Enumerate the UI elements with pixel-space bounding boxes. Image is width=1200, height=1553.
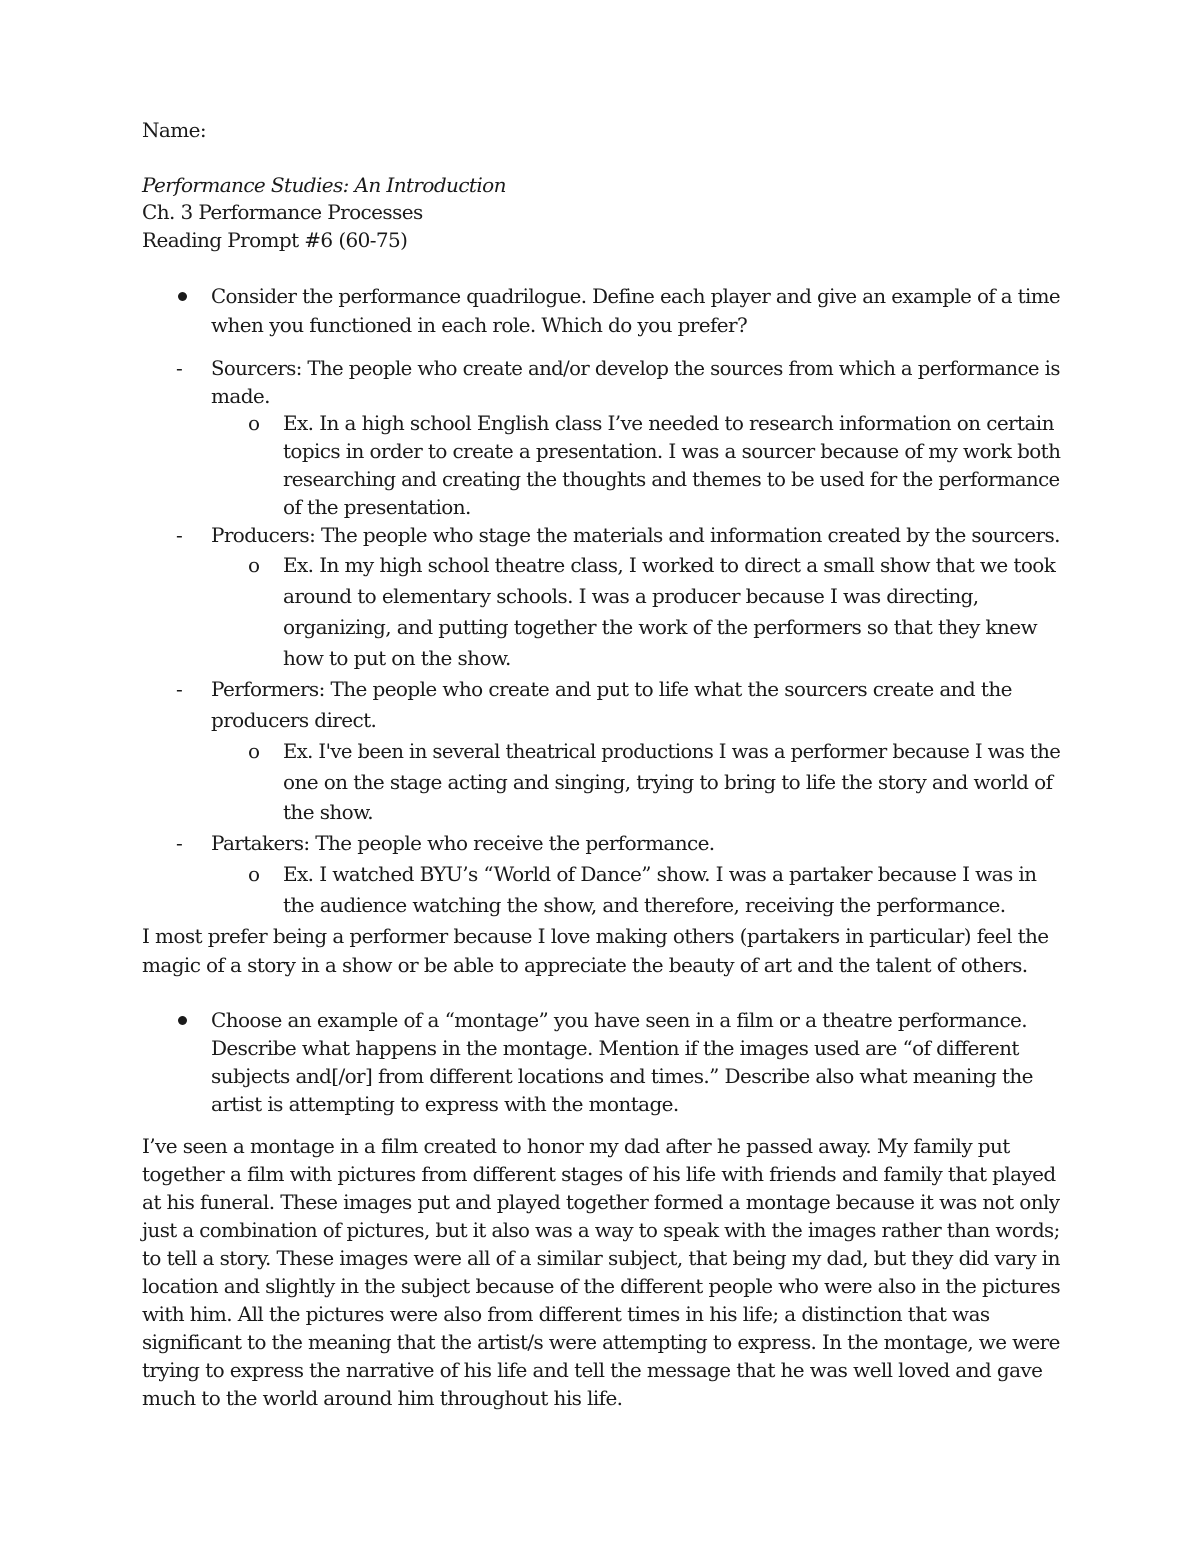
q2-question-line: Choose an example of a “montage” you have seen in a film or a theatre performance. xyxy=(211,1008,1028,1032)
q1-question-line: Consider the performance quadrilogue. Define each player and give an example of a time xyxy=(211,284,1061,308)
performers-definition: producers direct. xyxy=(211,708,377,732)
q2-answer-line: much to the world around him throughout his life. xyxy=(142,1386,623,1410)
chapter-title: Ch. 3 Performance Processes xyxy=(142,200,423,224)
producers-example: organizing, and putting together the work of the performers so that they knew xyxy=(283,615,1037,639)
q2-question-line: Describe what happens in the montage. Mention if the images used are “of different xyxy=(211,1036,1019,1060)
q2-answer-line: trying to express the narrative of his life and tell the message that he was well loved and gave xyxy=(142,1358,1043,1382)
producers-example: how to put on the show. xyxy=(283,646,511,670)
sourcers-example: researching and creating the thoughts and themes to be used for the performance xyxy=(283,467,1060,491)
q2-question-line: subjects and[/or] from different locations and times.” Describe also what meaning the xyxy=(211,1064,1033,1088)
dash-marker: - xyxy=(176,677,183,701)
sourcers-example: Ex. In a high school English class I’ve needed to research information on certain xyxy=(283,411,1054,435)
performers-example: the show. xyxy=(283,800,374,824)
reading-prompt: Reading Prompt #6 (60-75) xyxy=(142,228,408,252)
sub-bullet-marker: o xyxy=(248,553,260,577)
partakers-example: the audience watching the show, and therefore, receiving the performance. xyxy=(283,893,1006,917)
q1-answer-line: I most prefer being a performer because I love making others (partakers in particular) feel the xyxy=(142,924,1049,948)
q2-answer-line: at his funeral. These images put and played together formed a montage because it was not only xyxy=(142,1190,1060,1214)
sourcers-example: of the presentation. xyxy=(283,495,471,519)
performers-example: one on the stage acting and singing, trying to bring to life the story and world of xyxy=(283,770,1053,794)
dash-marker: - xyxy=(176,831,183,855)
q2-answer-line: I’ve seen a montage in a film created to honor my dad after he passed away. My family put xyxy=(142,1134,1010,1158)
performers-example: Ex. I've been in several theatrical productions I was a performer because I was the xyxy=(283,739,1061,763)
performers-definition: Performers: The people who create and put to life what the sourcers create and the xyxy=(211,677,1012,701)
sub-bullet-marker: o xyxy=(248,862,260,886)
dash-marker: - xyxy=(176,523,183,547)
name-label: Name: xyxy=(142,118,206,142)
q1-question-line: when you functioned in each role. Which do you prefer? xyxy=(211,313,748,337)
partakers-definition: Partakers: The people who receive the performance. xyxy=(211,831,715,855)
sourcers-example: topics in order to create a presentation. I was a sourcer because of my work both xyxy=(283,439,1061,463)
q2-answer-line: location and slightly in the subject because of the different people who were also in the pictures xyxy=(142,1274,1060,1298)
producers-definition: Producers: The people who stage the materials and information created by the sourcers. xyxy=(211,523,1060,547)
dash-marker: - xyxy=(176,356,183,380)
q2-answer-line: with him. All the pictures were also from different times in his life; a distinction that was xyxy=(142,1302,990,1326)
producers-example: around to elementary schools. I was a producer because I was directing, xyxy=(283,584,979,608)
partakers-example: Ex. I watched BYU’s “World of Dance” show. I was a partaker because I was in xyxy=(283,862,1037,886)
bullet-icon xyxy=(178,292,187,301)
sourcers-definition: made. xyxy=(211,384,270,408)
sub-bullet-marker: o xyxy=(248,739,260,763)
book-title: Performance Studies: An Introduction xyxy=(142,173,506,197)
q2-answer-line: significant to the meaning that the artist/s were attempting to express. In the montage, we were xyxy=(142,1330,1060,1354)
q2-answer-line: together a film with pictures from different stages of his life with friends and family that played xyxy=(142,1162,1056,1186)
q2-answer-line: to tell a story. These images were all of a similar subject, that being my dad, but they did vary in xyxy=(142,1246,1060,1270)
bullet-icon xyxy=(178,1016,187,1025)
producers-example: Ex. In my high school theatre class, I worked to direct a small show that we took xyxy=(283,553,1056,577)
sourcers-definition: Sourcers: The people who create and/or develop the sources from which a performance is xyxy=(211,356,1060,380)
q2-question-line: artist is attempting to express with the montage. xyxy=(211,1092,679,1116)
q1-answer-line: magic of a story in a show or be able to appreciate the beauty of art and the talent of others. xyxy=(142,953,1028,977)
sub-bullet-marker: o xyxy=(248,411,260,435)
q2-answer-line: just a combination of pictures, but it also was a way to speak with the images rather than words; xyxy=(142,1218,1060,1242)
